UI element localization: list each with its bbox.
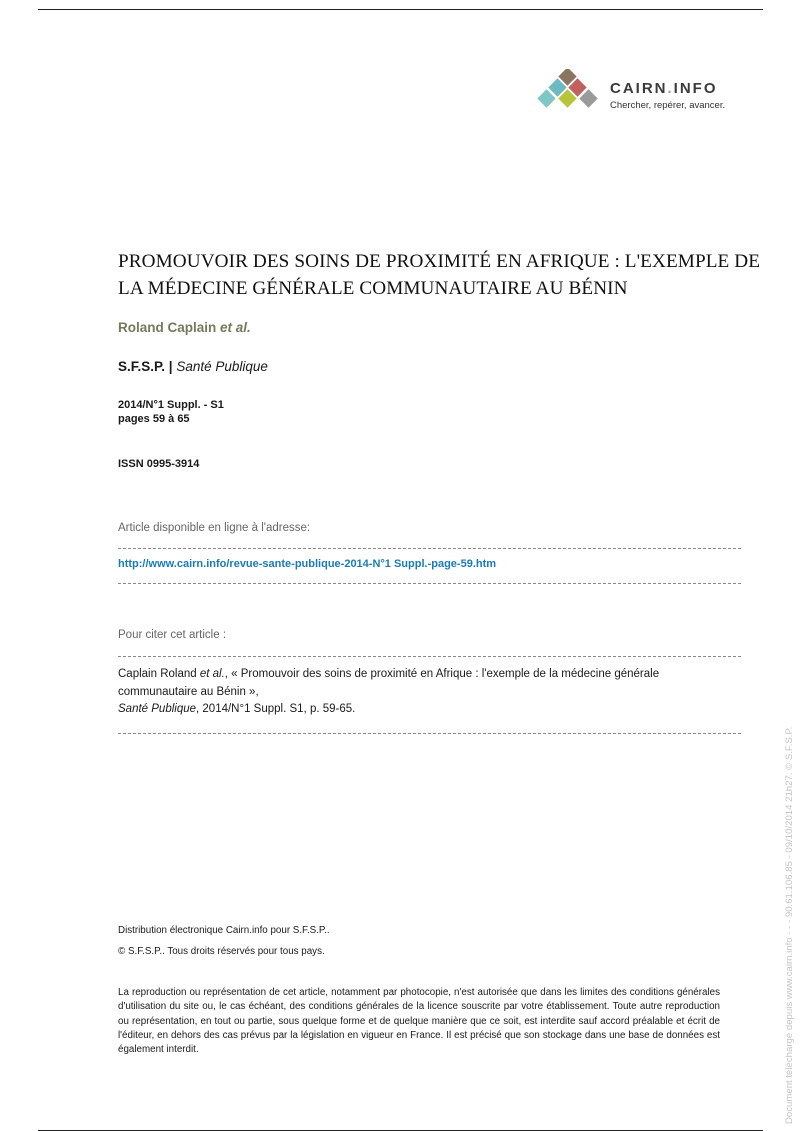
- cite-label: Pour citer cet article :: [118, 629, 227, 641]
- top-rule: [38, 9, 763, 10]
- issue-number: 2014/N°1 Suppl. - S1: [118, 399, 224, 411]
- dashed-divider: [118, 548, 741, 549]
- cairn-logo[interactable]: [537, 69, 737, 119]
- page-range: pages 59 à 65: [118, 413, 190, 425]
- citation-text: Caplain Roland et al., « Promouvoir des soins de proximité en Afrique : l'exemple de la médecine générale communautaire au Bénin », Santé Publique, 2014/N°1 Suppl. S1, p. 59-65.: [118, 668, 660, 715]
- online-label: Article disponible en ligne à l'adresse:: [118, 522, 311, 534]
- journal-line: S.F.S.P. | Santé Publique: [118, 359, 268, 374]
- dashed-divider: [118, 583, 741, 584]
- dashed-divider: [118, 733, 741, 734]
- issn: ISSN 0995-3914: [118, 458, 200, 470]
- article-url-link[interactable]: http://www.cairn.info/revue-sante-publique-2014-N°1 Suppl.-page-59.htm: [118, 558, 497, 570]
- distribution-note: Distribution électronique Cairn.info pour S.F.S.P..: [118, 925, 330, 936]
- issue-info: [118, 398, 224, 426]
- copyright-note: © S.F.S.P.. Tous droits réservés pour tous pays.: [118, 946, 325, 957]
- brand-tagline: Chercher, repérer, avancer.: [610, 100, 726, 111]
- brand-wordmark: CAIRN.INFO: [610, 80, 718, 97]
- dashed-divider: [118, 656, 741, 657]
- article-title: PROMOUVOIR DES SOINS DE PROXIMITÉ EN AFRIQUE : L'EXEMPLE DE LA MÉDECINE GÉNÉRALE COMMUNAUTAIRE AU BÉNIN: [118, 251, 761, 299]
- download-watermark: Document téléchargé depuis www.cairn.info - - - 90.61.106.85 - 09/10/2014 21h27. © S.F.S.P.: [784, 726, 795, 1124]
- cairn-diamonds-icon: [537, 69, 603, 115]
- legal-notice: La reproduction ou représentation de cet article, notamment par photocopie, n'est autorisée que dans les limites des conditions générales d'utilisation du site ou, le cas échéant, des conditions générales de la licence souscrite par votre établissement. Toute autre reproduction ou représentation, en tout ou partie, sous quelque forme et de quelque manière que ce soit, est interdite sauf accord préalable et écrit de l'éditeur, en dehors des cas prévus par la législation en vigueur en France. Il est précisé que son stockage dans une base de données est également interdit.: [118, 987, 720, 1056]
- article-author: Roland Caplain et al.: [118, 320, 251, 335]
